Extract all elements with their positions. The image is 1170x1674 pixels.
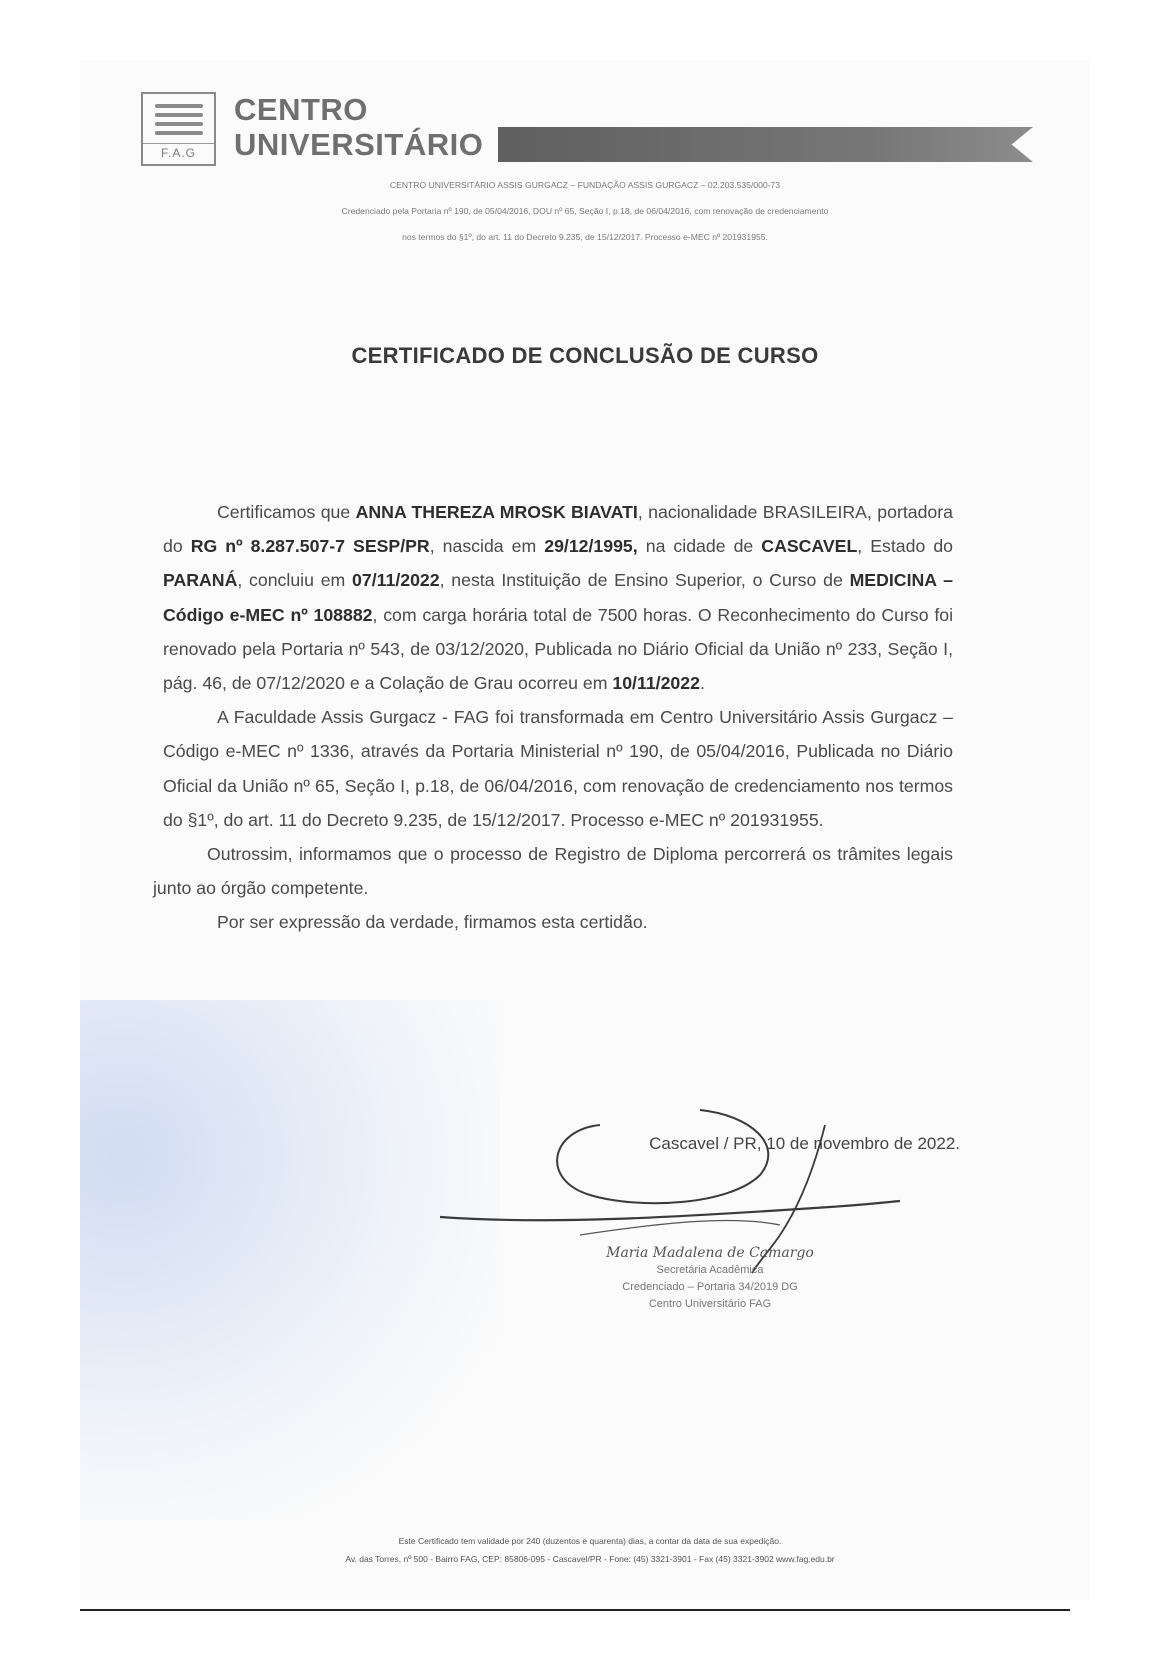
text-segment: Certificamos que bbox=[217, 502, 356, 522]
signatory-role: Secretária Acadêmica bbox=[656, 1264, 764, 1276]
text-segment: na cidade de bbox=[637, 536, 762, 557]
footer-address: Av. das Torres, nº 500 - Bairro FAG, CEP: 85806-095 - Cascavel/PR - Fone: (45) 3321-3901 - Fax (45) 3321-3902 www.fag.edu.br bbox=[345, 1554, 835, 1564]
graduation-date: 10/11/2022 bbox=[612, 673, 700, 694]
institution-logo bbox=[141, 92, 216, 166]
header-info-line-3: nos termos do §1º, do art. 11 do Decreto 9.235, de 15/12/2017. Processo e-MEC nº 201931955. bbox=[402, 232, 768, 242]
institution-name bbox=[234, 92, 483, 162]
logo-abbreviation: F.A.G bbox=[143, 143, 214, 160]
header-info-line-2: Credenciado pela Portaria nº 190, de 05/04/2016, DOU nº 65, Seção I, p.18, de 06/04/2016, com renovação de credenciamento bbox=[341, 206, 829, 216]
paragraph-4: Por ser expressão da verdade, firmamos esta certidão. bbox=[217, 912, 648, 933]
signatory-org: Centro Universitário FAG bbox=[648, 1298, 772, 1310]
institution-name-line1: CENTRO bbox=[234, 92, 368, 127]
signatory-block bbox=[560, 1245, 860, 1313]
text-segment: , nascida em bbox=[429, 536, 545, 557]
text-segment: , nacionalidade BRASILEIRA, portadora do bbox=[163, 502, 954, 557]
header-info-line-1: CENTRO UNIVERSITÁRIO ASSIS GURGACZ – FUNDAÇÃO ASSIS GURGACZ – 02.203.535/000-73 bbox=[389, 180, 781, 190]
text-segment: , concluiu em bbox=[237, 570, 353, 591]
student-rg: RG nº 8.287.507-7 SESP/PR bbox=[190, 536, 430, 557]
header-decorative-bar bbox=[498, 127, 1033, 162]
conclusion-date: 07/11/2022 bbox=[352, 570, 440, 591]
footer-validity: Este Certificado tem validade por 240 (duzentos e quarenta) dias, a contar da data de sua expedição. bbox=[398, 1536, 782, 1546]
signatory-name: Maria Madalena de Camargo bbox=[606, 1245, 814, 1261]
text-segment: , nesta Instituição de Ensino Superior, o Curso de bbox=[439, 570, 850, 591]
course-name: MEDICINA – Código e-MEC nº 108882 bbox=[163, 570, 953, 625]
logo-emblem-icon bbox=[155, 104, 203, 140]
birth-date: 29/12/1995, bbox=[544, 536, 638, 557]
paragraph-3: Outrossim, informamos que o processo de Registro de Diploma percorrerá os trâmites legais junto ao órgão competente. bbox=[153, 844, 953, 899]
certificate-body bbox=[153, 495, 954, 940]
place-date: Cascavel / PR, 10 de novembro de 2022. bbox=[649, 1134, 960, 1153]
institution-name-line2: UNIVERSITÁRIO bbox=[234, 127, 484, 162]
birth-state: PARANÁ bbox=[163, 570, 238, 591]
text-segment: , com carga horária total de 7500 horas. O Reconhecimento do Curso foi renovado pela Portaria nº 543, de 03/12/2020, Publicada no Diário Oficial da União nº 233, Seção I, pág. 46, de 07/12/2020 e a Colação de Grau ocorreu em bbox=[163, 604, 953, 694]
birth-city: CASCAVEL bbox=[761, 536, 858, 557]
text-segment: . bbox=[699, 673, 705, 694]
paragraph-2: A Faculdade Assis Gurgacz - FAG foi transformada em Centro Universitário Assis Gurgacz – Código e-MEC nº 1336, através da Portaria Ministerial nº 190, de 05/04/2016, Publicada no Diário Oficial da União nº 65, Seção I, p.18, de 06/04/2016, com renovação de credenciamento nos termos do §1º, do art. 11 do Decreto 9.235, de 15/12/2017. Processo e-MEC nº 201931955. bbox=[163, 707, 953, 830]
text-segment: , Estado do bbox=[857, 536, 953, 557]
student-name: ANNA THEREZA MROSK BIAVATI bbox=[355, 502, 638, 522]
signatory-credential: Credenciado – Portaria 34/2019 DG bbox=[622, 1281, 798, 1293]
paragraph-1 bbox=[163, 495, 953, 700]
document-title: CERTIFICADO DE CONCLUSÃO DE CURSO bbox=[351, 343, 819, 368]
bottom-divider bbox=[80, 1609, 1070, 1611]
